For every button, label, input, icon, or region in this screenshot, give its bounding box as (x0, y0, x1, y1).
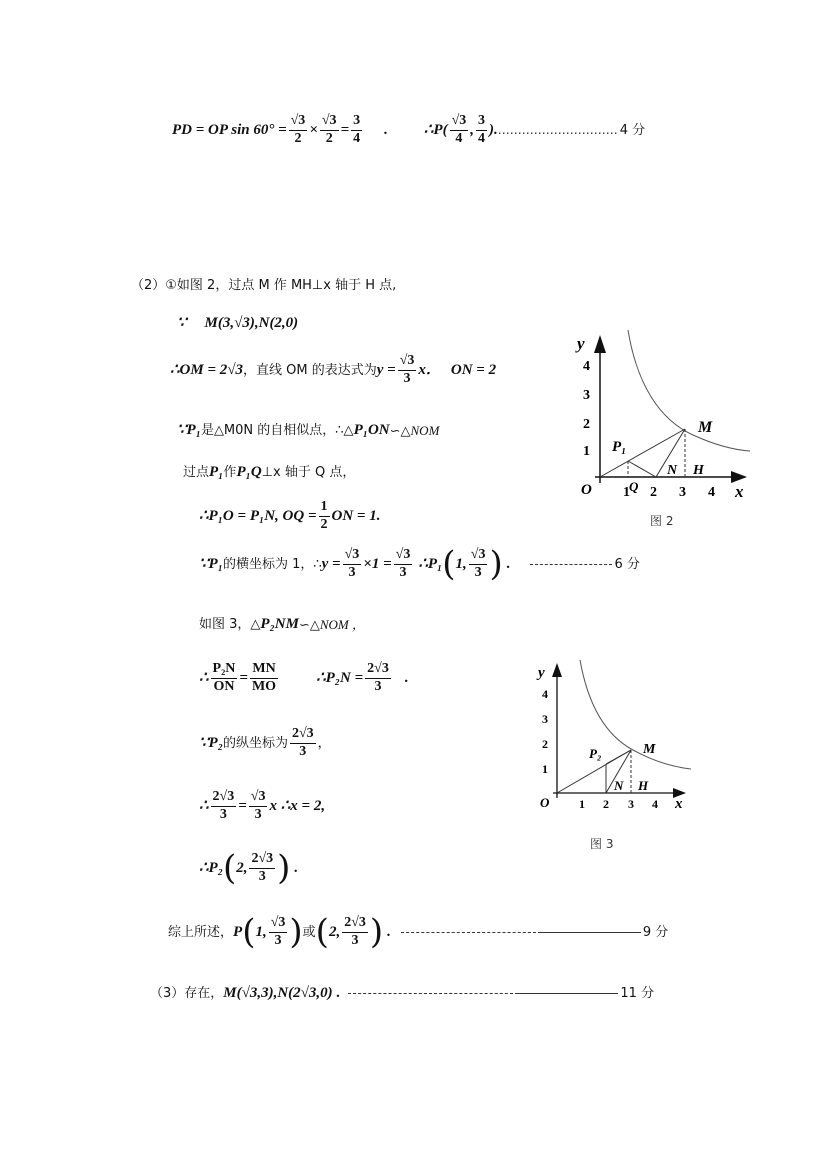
line-self-similar: ∵P₁ 是△M0N 的自相似点，∴△ P₁ON ∽△NOM (177, 422, 440, 438)
score-label: 11 分 (620, 986, 655, 1001)
score-leader-line (530, 564, 612, 565)
y-tick: 1 (583, 444, 590, 459)
x-tick: 1 (623, 485, 630, 500)
label-h: H (693, 463, 704, 478)
fraction: $\frac{√3}{4}$ (451, 113, 467, 146)
figure-2 (565, 325, 755, 505)
y-tick: 4 (583, 359, 590, 374)
fraction: $\frac{MN}{MO}$ (251, 661, 277, 694)
figure-2-caption: 图 2 (650, 514, 674, 528)
y-tick: 2 (583, 417, 590, 432)
label-q: Q (629, 479, 639, 494)
fraction: $\frac{2√3}{3}$ (344, 915, 366, 948)
score-leader-line (541, 932, 641, 933)
fraction: $\frac{√3}{3}$ (395, 547, 411, 580)
score-label: 9 分 (642, 924, 669, 940)
score-leader-line (348, 993, 518, 994)
fraction: $\frac{√3}{3}$ (344, 547, 360, 580)
x-tick: 1 (579, 797, 585, 811)
fraction: $\frac{3}{4}$ (353, 113, 361, 146)
x-tick: 3 (628, 797, 634, 811)
fraction: $\frac{2√3}{3}$ (367, 661, 389, 694)
y-tick: 2 (542, 737, 548, 751)
line-p1-coordinates: ∵P₁ 的横坐标为 1，∴ y = $\frac{√3}{3}$ ×1 = $\frac{√3}{3}$ ∴P₁ ( 1, $\frac{√3}{3}$ ) . 6 分 (199, 543, 640, 584)
label-m: M (643, 742, 656, 757)
x-tick: 4 (652, 797, 658, 811)
fraction: $\frac{2√3}{3}$ (291, 726, 314, 759)
segment-p1n (628, 461, 656, 477)
line-p1q-perpendicular: 过点 P₁ 作 P₁Q ⊥x 轴于 Q 点， (183, 464, 356, 480)
line-given-points: ∵ M(3,√3),N(2,0) (177, 315, 299, 331)
y-axis-arrow (594, 335, 606, 353)
x-tick: 3 (679, 485, 686, 500)
fraction: $\frac{√3}{3}$ (250, 789, 266, 822)
fraction: $\frac{2√3}{3}$ (212, 789, 235, 822)
label-n: N (667, 463, 678, 478)
fraction: $\frac{√3}{3}$ (399, 353, 415, 386)
origin-label: O (540, 795, 550, 810)
origin-label: O (581, 482, 592, 498)
y-tick: 4 (542, 687, 548, 701)
y-tick: 3 (583, 388, 590, 403)
line-ratio: ∴ $\frac{\text{P₂N}}{ON}$ = $\frac{MN}{MO}$ ∴P₂N = $\frac{2√3}{3}$ . (199, 661, 409, 694)
axis-y-label: y (538, 665, 545, 681)
fraction: $\frac{√3}{3}$ (470, 547, 486, 580)
line-summary: 综上所述， P ( 1, $\frac{√3}{3}$ ) 或 ( 2, $\frac{2√3}{3}$ ) . 9 分 (168, 911, 669, 952)
label-p1: P₁ (612, 439, 627, 455)
score-leader-line (401, 932, 541, 933)
fraction: $\frac{\text{P₂N}}{ON}$ (212, 661, 236, 694)
hyperbola-curve (628, 330, 750, 451)
y-axis-arrow (552, 663, 562, 677)
score-leader-line (518, 993, 618, 994)
fraction: $\frac{√3}{3}$ (270, 915, 286, 948)
pd-equation: PD = OP sin 60° = (172, 121, 287, 138)
line-solve-x: ∴ $\frac{2√3}{3}$ = $\frac{√3}{3}$ x ∴x = 2, (199, 789, 326, 822)
label-h: H (638, 778, 649, 793)
score-label: 6 分 (614, 556, 640, 572)
figure-3-caption: 图 3 (590, 837, 614, 851)
axis-x-label: x (675, 796, 683, 812)
figure-3 (533, 655, 693, 815)
line-om-expression: ∴OM = 2√3 ，直线 OM 的表达式为 y = $\frac{√3}{3}$ x． ON = 2 (170, 353, 497, 386)
score-leader-dots: ………………………… (497, 123, 618, 138)
axis-y-label: y (577, 334, 585, 353)
line-p2-coordinates: ∴P₂ ( 2, $\frac{2√3}{3}$ ) . (199, 847, 299, 888)
y-tick: 3 (542, 712, 548, 726)
line-p1o-equals: ∴P₁O = P₁N, OQ = $\frac{1}{2}$ ON = 1. (199, 499, 381, 532)
score-label: 4 分 (619, 122, 646, 138)
axis-x-label: x (735, 482, 744, 501)
fraction: $\frac{2√3}{3}$ (251, 851, 274, 884)
fraction: $\frac{√3}{2}$ (321, 113, 337, 146)
part2-heading: （2）①如图 2，过点 M 作 MH⊥x 轴于 H 点, (131, 278, 397, 293)
x-tick: 2 (650, 485, 657, 500)
line-figure3-similar: 如图 3，△ P₂NM ∽△NOM ， (199, 616, 365, 632)
x-tick: 2 (603, 797, 609, 811)
fraction: $\frac{√3}{2}$ (290, 113, 306, 146)
label-p2: P₂ (589, 746, 602, 761)
y-tick: 1 (542, 762, 548, 776)
label-n: N (614, 778, 624, 793)
point-p-label: ∴P( (423, 121, 448, 138)
fraction: $\frac{3}{4}$ (478, 113, 486, 146)
line-pd-result: PD = OP sin 60° = $\frac{√3}{2}$ × $\frac{√3}{2}$ = $\frac{3}{4}$ . ∴P( $\frac{√3}{4}$ , $\frac{3}{4}$ ). ………………………… 4 分 (172, 113, 646, 146)
x-tick: 4 (708, 485, 715, 500)
line-p2-ordinate: ∵P₂ 的纵坐标为 $\frac{2√3}{3}$ ， (199, 726, 331, 759)
label-m: M (698, 419, 713, 436)
fraction: $\frac{1}{2}$ (320, 499, 328, 532)
part3-line: （3）存在， M(√3,3),N(2√3,0) . 11 分 (150, 985, 655, 1001)
